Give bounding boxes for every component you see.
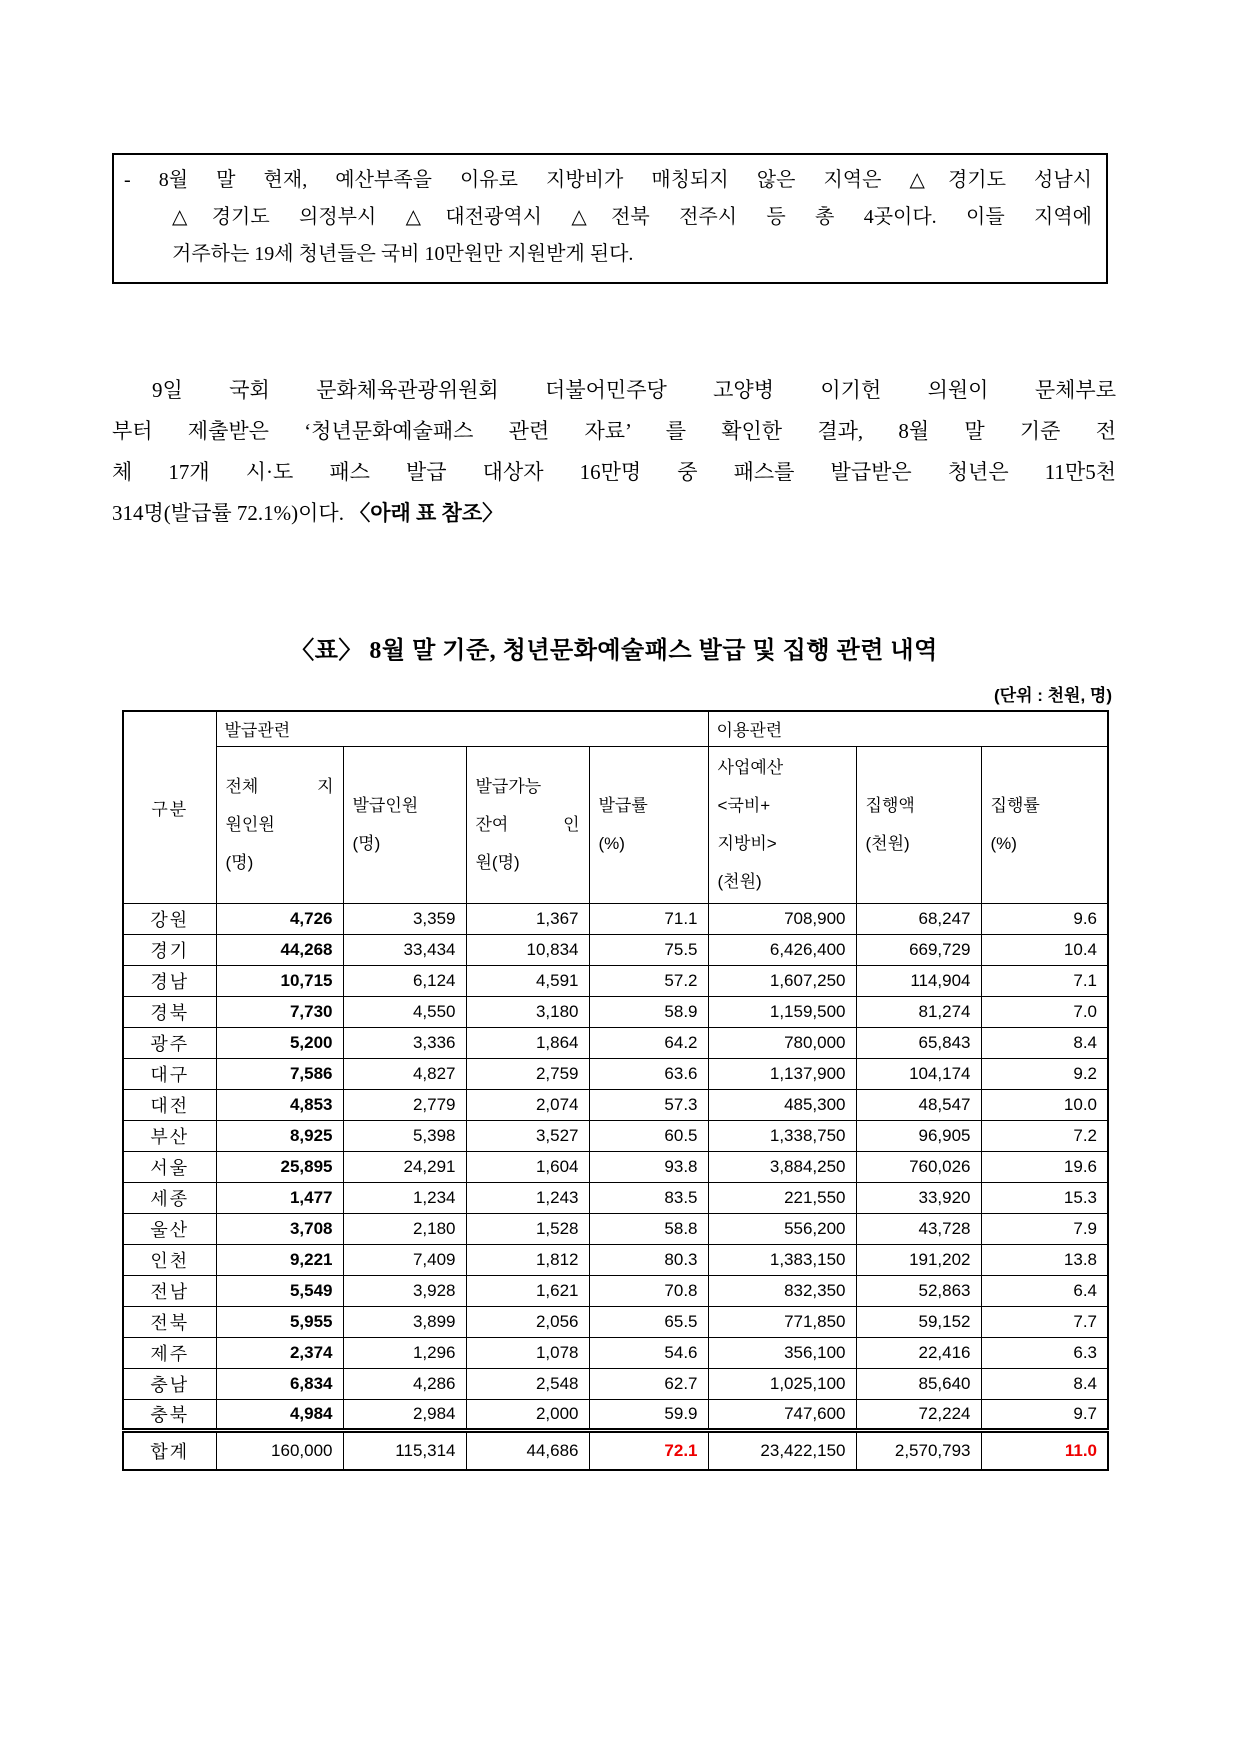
value-cell: 81,274	[856, 996, 981, 1027]
value-cell: 1,477	[216, 1182, 343, 1213]
value-cell: 85,640	[856, 1368, 981, 1399]
value-cell: 747,600	[708, 1399, 856, 1430]
value-cell: 1,604	[466, 1151, 589, 1182]
value-cell: 9.2	[981, 1058, 1108, 1089]
value-cell: 3,336	[343, 1027, 466, 1058]
value-cell: 7,409	[343, 1244, 466, 1275]
value-cell: 54.6	[589, 1337, 708, 1368]
value-cell: 7.2	[981, 1120, 1108, 1151]
value-cell: 832,350	[708, 1275, 856, 1306]
value-cell: 3,928	[343, 1275, 466, 1306]
table-row	[123, 1306, 1108, 1337]
value-cell: 71.1	[589, 903, 708, 934]
region-cell: 전남	[123, 1275, 216, 1306]
value-cell: 2,779	[343, 1089, 466, 1120]
value-cell: 1,137,900	[708, 1058, 856, 1089]
value-cell: 1,864	[466, 1027, 589, 1058]
table-group-header-row	[123, 711, 1108, 746]
unit-label: (단위 : 천원, 명)	[994, 686, 1112, 705]
value-cell: 556,200	[708, 1213, 856, 1244]
total-label-cell: 합계	[123, 1430, 216, 1470]
table-row	[123, 1151, 1108, 1182]
column-header-total-supported: 전체 지 원인원 (명)	[216, 746, 343, 903]
value-cell: 7.0	[981, 996, 1108, 1027]
value-cell: 1,812	[466, 1244, 589, 1275]
value-cell: 3,359	[343, 903, 466, 934]
table-row	[123, 1089, 1108, 1120]
value-cell: 1,338,750	[708, 1120, 856, 1151]
column-header-budget: 사업예산 <국비+ 지방비> (천원)	[708, 746, 856, 903]
table-row	[123, 1399, 1108, 1430]
value-cell: 3,180	[466, 996, 589, 1027]
value-cell: 3,884,250	[708, 1151, 856, 1182]
paragraph-text: 314명(발급률 72.1%)이다.	[112, 501, 350, 525]
value-cell: 9.6	[981, 903, 1108, 934]
table-row	[123, 1058, 1108, 1089]
group-header-issuance: 발급관련	[216, 711, 708, 746]
value-cell: 48,547	[856, 1089, 981, 1120]
value-cell: 1,528	[466, 1213, 589, 1244]
value-cell: 669,729	[856, 934, 981, 965]
value-cell: 2,374	[216, 1337, 343, 1368]
value-cell: 6.4	[981, 1275, 1108, 1306]
value-cell: 2,984	[343, 1399, 466, 1430]
value-cell: 1,243	[466, 1182, 589, 1213]
value-cell: 8,925	[216, 1120, 343, 1151]
value-cell: 10,715	[216, 965, 343, 996]
value-cell: 5,200	[216, 1027, 343, 1058]
value-cell: 4,286	[343, 1368, 466, 1399]
table-row	[123, 1275, 1108, 1306]
table-row	[123, 1213, 1108, 1244]
value-cell: 13.8	[981, 1244, 1108, 1275]
value-cell: 57.2	[589, 965, 708, 996]
table-row	[123, 1027, 1108, 1058]
total-exec-rate-cell: 11.0	[981, 1430, 1108, 1470]
value-cell: 58.9	[589, 996, 708, 1027]
region-cell: 전북	[123, 1306, 216, 1337]
column-header-issued: 발급인원 (명)	[343, 746, 466, 903]
paragraph-line: 부터 제출받은 ‘청년문화예술패스 관련 자료’ 를 확인한 결과, 8월 말 기준 전	[112, 419, 1116, 443]
value-cell: 10.4	[981, 934, 1108, 965]
table-row	[123, 996, 1108, 1027]
value-cell: 10.0	[981, 1089, 1108, 1120]
value-cell: 114,904	[856, 965, 981, 996]
table-total-row	[123, 1430, 1108, 1470]
value-cell: 80.3	[589, 1244, 708, 1275]
value-cell: 19.6	[981, 1151, 1108, 1182]
table-row	[123, 903, 1108, 934]
value-cell: 72,224	[856, 1399, 981, 1430]
value-cell: 75.5	[589, 934, 708, 965]
value-cell: 7.9	[981, 1213, 1108, 1244]
value-cell: 68,247	[856, 903, 981, 934]
table-row	[123, 934, 1108, 965]
notice-line: △경기도 의정부시 △대전광역시 △전북 전주시 등 총 4곳이다. 이들 지역에	[172, 206, 1092, 228]
value-cell: 33,920	[856, 1182, 981, 1213]
paragraph-line	[112, 493, 1116, 534]
value-cell: 1,296	[343, 1337, 466, 1368]
region-cell: 광주	[123, 1027, 216, 1058]
value-cell: 2,548	[466, 1368, 589, 1399]
total-value-cell: 160,000	[216, 1430, 343, 1470]
value-cell: 5,549	[216, 1275, 343, 1306]
total-issue-rate-cell: 72.1	[589, 1430, 708, 1470]
value-cell: 4,827	[343, 1058, 466, 1089]
value-cell: 33,434	[343, 934, 466, 965]
value-cell: 83.5	[589, 1182, 708, 1213]
region-cell: 대전	[123, 1089, 216, 1120]
value-cell: 2,056	[466, 1306, 589, 1337]
value-cell: 59,152	[856, 1306, 981, 1337]
value-cell: 2,180	[343, 1213, 466, 1244]
value-cell: 1,383,150	[708, 1244, 856, 1275]
value-cell: 4,591	[466, 965, 589, 996]
value-cell: 485,300	[708, 1089, 856, 1120]
paragraph-line: 체 17개 시·도 패스 발급 대상자 16만명 중 패스를 발급받은 청년은 11만5천	[112, 460, 1116, 484]
value-cell: 58.8	[589, 1213, 708, 1244]
value-cell: 9.7	[981, 1399, 1108, 1430]
value-cell: 2,074	[466, 1089, 589, 1120]
notice-line: - 8월 말 현재, 예산부족을 이유로 지방비가 매칭되지 않은 지역은 △경기도 성남시	[124, 169, 1092, 191]
value-cell: 96,905	[856, 1120, 981, 1151]
value-cell: 1,607,250	[708, 965, 856, 996]
value-cell: 5,955	[216, 1306, 343, 1337]
value-cell: 4,726	[216, 903, 343, 934]
value-cell: 63.6	[589, 1058, 708, 1089]
column-header-issue-rate: 발급률 (%)	[589, 746, 708, 903]
value-cell: 2,000	[466, 1399, 589, 1430]
value-cell: 15.3	[981, 1182, 1108, 1213]
total-value-cell: 115,314	[343, 1430, 466, 1470]
value-cell: 60.5	[589, 1120, 708, 1151]
table-row	[123, 1368, 1108, 1399]
value-cell: 191,202	[856, 1244, 981, 1275]
value-cell: 7.7	[981, 1306, 1108, 1337]
table-sub-header-row	[123, 746, 1108, 903]
value-cell: 7,730	[216, 996, 343, 1027]
value-cell: 3,899	[343, 1306, 466, 1337]
value-cell: 65.5	[589, 1306, 708, 1337]
column-header-exec-rate: 집행률 (%)	[981, 746, 1108, 903]
value-cell: 1,078	[466, 1337, 589, 1368]
value-cell: 1,367	[466, 903, 589, 934]
value-cell: 10,834	[466, 934, 589, 965]
value-cell: 771,850	[708, 1306, 856, 1337]
table-title: 〈표〉 8월 말 기준, 청년문화예술패스 발급 및 집행 관련 내역	[290, 638, 938, 664]
notice-box	[112, 153, 1108, 284]
region-cell: 대구	[123, 1058, 216, 1089]
region-cell: 강원	[123, 903, 216, 934]
value-cell: 356,100	[708, 1337, 856, 1368]
value-cell: 4,984	[216, 1399, 343, 1430]
value-cell: 8.4	[981, 1027, 1108, 1058]
value-cell: 4,853	[216, 1089, 343, 1120]
value-cell: 7,586	[216, 1058, 343, 1089]
region-cell: 울산	[123, 1213, 216, 1244]
region-cell: 서울	[123, 1151, 216, 1182]
region-cell: 세종	[123, 1182, 216, 1213]
notice-line: 거주하는 19세 청년들은 국비 10만원만 지원받게 된다.	[172, 243, 634, 265]
value-cell: 708,900	[708, 903, 856, 934]
paragraph-line: 9일 국회 문화체육관광위원회 더불어민주당 고양병 이기헌 의원이 문체부로	[152, 378, 1116, 402]
value-cell: 1,025,100	[708, 1368, 856, 1399]
table-row	[123, 1182, 1108, 1213]
value-cell: 70.8	[589, 1275, 708, 1306]
value-cell: 43,728	[856, 1213, 981, 1244]
table-row	[123, 1337, 1108, 1368]
region-cell: 경기	[123, 934, 216, 965]
value-cell: 2,759	[466, 1058, 589, 1089]
table-row	[123, 965, 1108, 996]
value-cell: 65,843	[856, 1027, 981, 1058]
table-row	[123, 1244, 1108, 1275]
value-cell: 64.2	[589, 1027, 708, 1058]
group-header-usage: 이용관련	[708, 711, 1108, 746]
value-cell: 6,426,400	[708, 934, 856, 965]
value-cell: 59.9	[589, 1399, 708, 1430]
region-cell: 충남	[123, 1368, 216, 1399]
value-cell: 221,550	[708, 1182, 856, 1213]
value-cell: 3,527	[466, 1120, 589, 1151]
value-cell: 1,621	[466, 1275, 589, 1306]
value-cell: 25,895	[216, 1151, 343, 1182]
region-cell: 경북	[123, 996, 216, 1027]
total-value-cell: 44,686	[466, 1430, 589, 1470]
value-cell: 780,000	[708, 1027, 856, 1058]
value-cell: 93.8	[589, 1151, 708, 1182]
value-cell: 22,416	[856, 1337, 981, 1368]
value-cell: 1,159,500	[708, 996, 856, 1027]
table-row	[123, 1120, 1108, 1151]
column-header-remaining: 발급가능 잔여 인 원(명)	[466, 746, 589, 903]
value-cell: 104,174	[856, 1058, 981, 1089]
value-cell: 7.1	[981, 965, 1108, 996]
region-cell: 충북	[123, 1399, 216, 1430]
region-cell: 제주	[123, 1337, 216, 1368]
region-cell: 인천	[123, 1244, 216, 1275]
value-cell: 4,550	[343, 996, 466, 1027]
region-cell: 부산	[123, 1120, 216, 1151]
value-cell: 62.7	[589, 1368, 708, 1399]
value-cell: 1,234	[343, 1182, 466, 1213]
column-header-executed: 집행액 (천원)	[856, 746, 981, 903]
total-value-cell: 2,570,793	[856, 1430, 981, 1470]
value-cell: 6,834	[216, 1368, 343, 1399]
value-cell: 5,398	[343, 1120, 466, 1151]
value-cell: 24,291	[343, 1151, 466, 1182]
column-header-category: 구분	[123, 711, 216, 903]
issuance-execution-table	[122, 710, 1109, 1471]
value-cell: 8.4	[981, 1368, 1108, 1399]
value-cell: 57.3	[589, 1089, 708, 1120]
region-cell: 경남	[123, 965, 216, 996]
value-cell: 6.3	[981, 1337, 1108, 1368]
total-value-cell: 23,422,150	[708, 1430, 856, 1470]
table-data-rows	[123, 903, 1108, 1430]
value-cell: 52,863	[856, 1275, 981, 1306]
value-cell: 3,708	[216, 1213, 343, 1244]
body-paragraph	[112, 370, 1116, 534]
value-cell: 44,268	[216, 934, 343, 965]
value-cell: 9,221	[216, 1244, 343, 1275]
value-cell: 760,026	[856, 1151, 981, 1182]
table-reference-text: 〈아래 표 참조〉	[349, 501, 504, 525]
value-cell: 6,124	[343, 965, 466, 996]
